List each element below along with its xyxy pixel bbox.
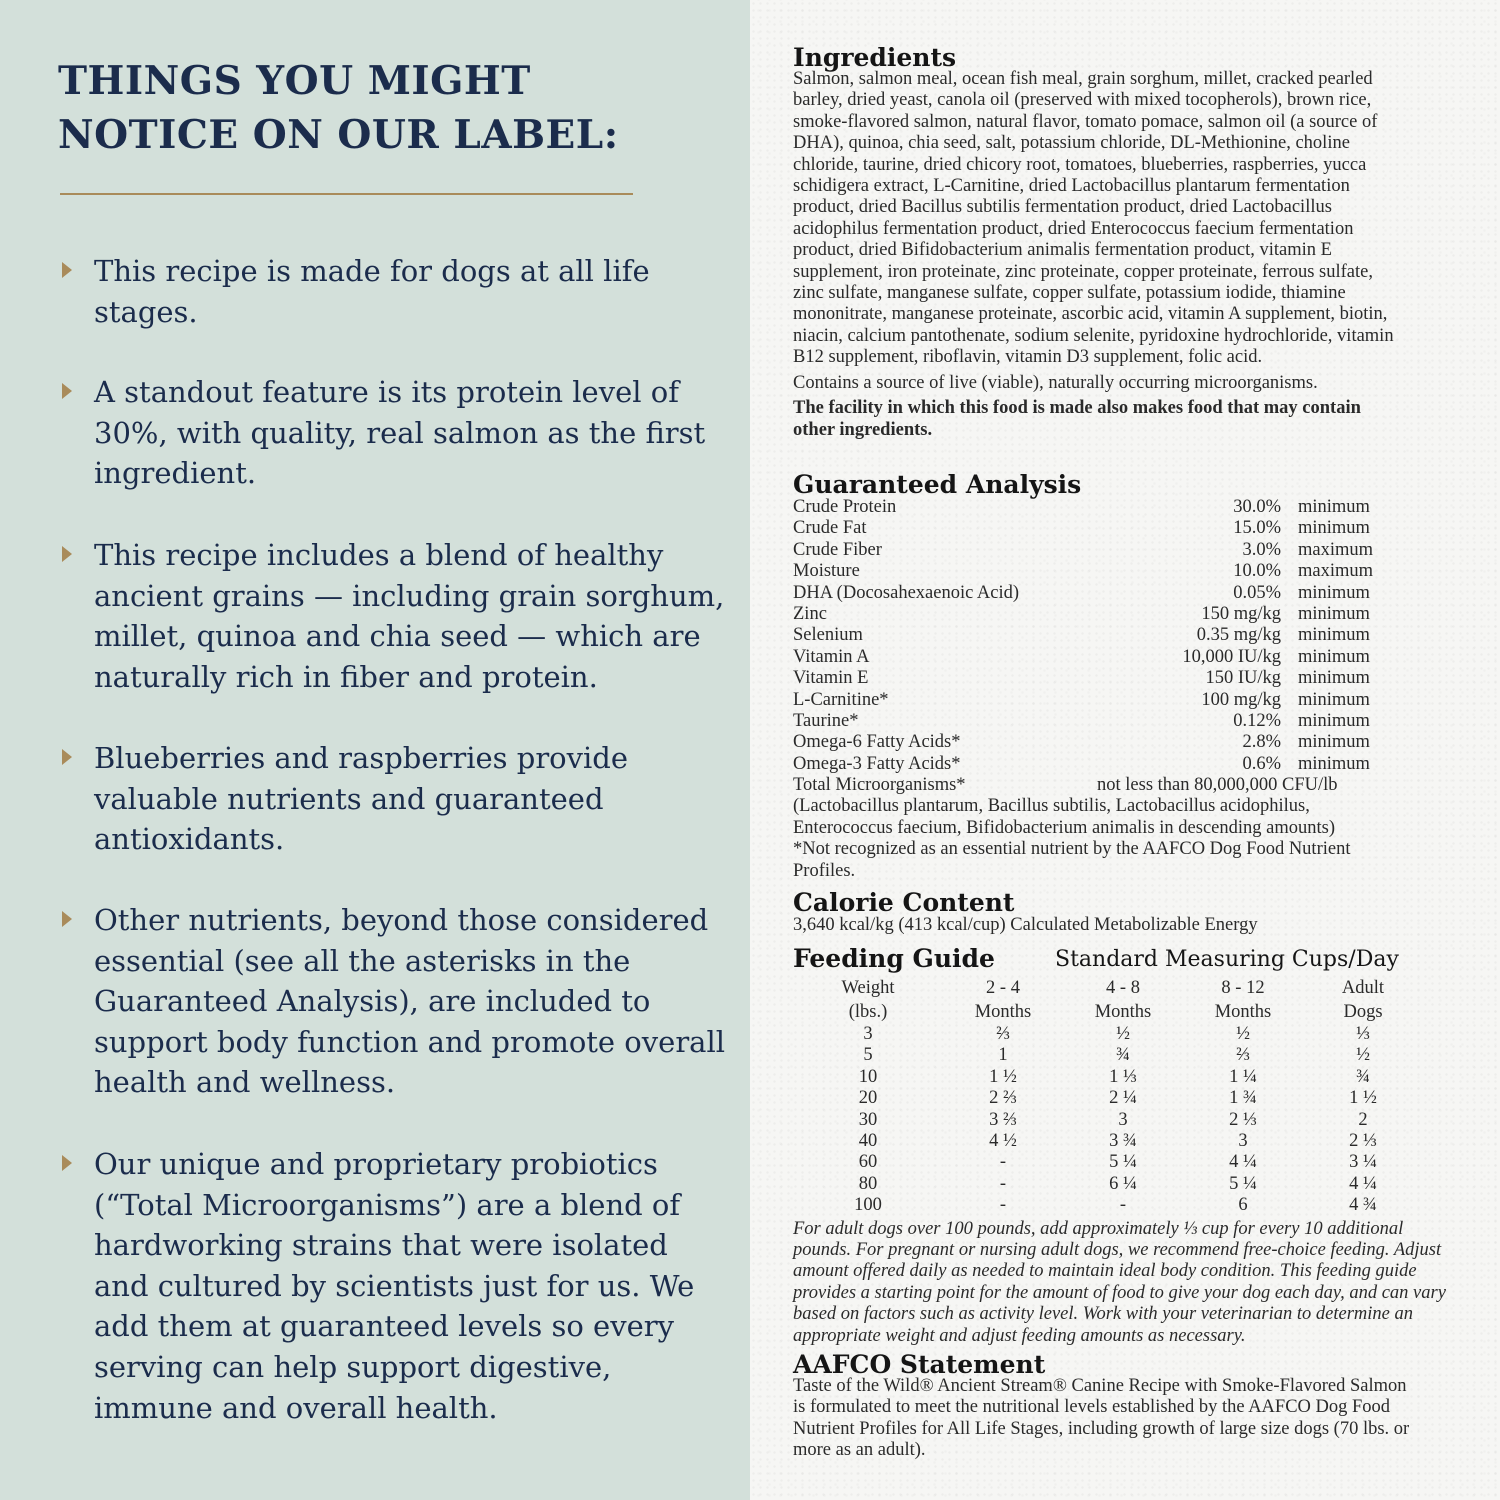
- ga-name: L-Carnitine*: [793, 689, 889, 710]
- table-cell: ½: [1356, 1045, 1370, 1066]
- ga-row: [793, 690, 1393, 711]
- table-cell: 5: [863, 1045, 873, 1066]
- ga-row: [793, 711, 1393, 732]
- ga-value: not less than 80,000,000 CFU/lb: [1097, 775, 1338, 796]
- table-cell: 2 ⅓: [1349, 1131, 1377, 1152]
- table-row: [793, 1131, 1423, 1152]
- total-microorganisms-row: [793, 775, 1393, 796]
- table-row: [793, 1174, 1423, 1195]
- calorie-title: Calorie Content: [793, 888, 1015, 917]
- table-cell: 3: [1118, 1109, 1128, 1130]
- table-cell: 3: [863, 1024, 873, 1044]
- ga-name: Vitamin A: [793, 646, 870, 667]
- ga-name: DHA (Docosahexaenoic Acid): [793, 582, 1020, 603]
- column-header: Months: [1094, 1002, 1152, 1022]
- column-header: Weight: [841, 978, 895, 998]
- feeding-guide-note: For adult dogs over 100 pounds, add approximately ⅓ cup for every 10 additional pounds. For pregnant or nursing adult dogs, we recommend free-choice feeding. Adjust amount offered daily as needed to maintain ideal body condition. This feeding guide provides a starting point for the amount of food to give your dog each day, and can vary based on factors such as activity level. Work with your veterinarian to determine an appropriate weight and adjust feeding amounts as necessary.: [793, 1218, 1446, 1346]
- heading-line-1: THINGS YOU MIGHT: [58, 58, 531, 104]
- ga-row: [793, 540, 1393, 561]
- ga-value: 10.0%: [1233, 561, 1281, 582]
- table-cell: 2 ¼: [1109, 1088, 1137, 1109]
- ga-qualifier: minimum: [1298, 518, 1370, 539]
- table-row: [793, 1088, 1423, 1109]
- column-header: 8 - 12: [1221, 978, 1265, 998]
- ga-qualifier: minimum: [1298, 710, 1370, 731]
- ga-qualifier: minimum: [1298, 582, 1370, 603]
- table-cell: 20: [858, 1088, 878, 1109]
- table-cell: 1 ¾: [1229, 1088, 1257, 1109]
- table-cell: 30: [858, 1109, 878, 1130]
- ga-qualifier: minimum: [1298, 646, 1370, 667]
- feeding-guide-table: [793, 976, 1423, 1217]
- table-cell: 2 ⅓: [1229, 1109, 1257, 1130]
- table-cell: 4 ¼: [1229, 1152, 1257, 1173]
- table-cell: 5 ¼: [1109, 1152, 1137, 1173]
- table-cell: 80: [858, 1173, 878, 1194]
- bullet-text: This recipe includes a blend of healthy ancient grains — including grain sorghum, millet, quinoa and chia seed — which are naturally rich in fiber and protein.: [94, 538, 725, 694]
- ga-value: 2.8%: [1242, 732, 1281, 753]
- ga-name: Selenium: [793, 625, 863, 646]
- arrow-bullet-icon: [62, 749, 72, 765]
- table-cell: 5 ¼: [1229, 1173, 1257, 1194]
- column-header: 2 - 4: [986, 978, 1020, 998]
- bullet-text: Our unique and proprietary probiotics (“Total Microorganisms”) are a blend of hardworking strains that were isolated and cultured by scientists just for us. We add them at guaranteed levels so every serving can help support digestive, immune and overall health.: [94, 1147, 695, 1425]
- feeding-guide-section: [793, 944, 1463, 1347]
- ga-qualifier: minimum: [1298, 668, 1370, 689]
- column-header: Months: [1214, 1002, 1272, 1022]
- ga-row: [793, 647, 1393, 668]
- table-row: [793, 1152, 1423, 1173]
- column-header: Adult: [1341, 978, 1385, 998]
- arrow-bullet-icon: [62, 546, 72, 562]
- table-cell: ⅓: [1356, 1024, 1370, 1044]
- feeding-guide-subtitle: Standard Measuring Cups/Day: [1055, 947, 1399, 972]
- ga-value: 0.35 mg/kg: [1196, 625, 1281, 646]
- table-cell: 2 ⅔: [989, 1088, 1017, 1109]
- ga-value: 3.0%: [1242, 539, 1281, 560]
- ga-value: 10,000 IU/kg: [1182, 646, 1281, 667]
- guaranteed-analysis-section: [793, 470, 1403, 882]
- ga-name: Omega-3 Fatty Acids*: [793, 753, 961, 774]
- ga-name: Taurine*: [793, 710, 859, 731]
- table-cell: -: [1119, 1195, 1127, 1216]
- table-cell: 4 ¼: [1349, 1173, 1377, 1194]
- ga-qualifier: minimum: [1298, 753, 1370, 774]
- aafco-title: AAFCO Statement: [793, 1350, 1046, 1379]
- ga-qualifier: minimum: [1298, 603, 1370, 624]
- ga-name: Crude Protein: [793, 497, 897, 517]
- table-cell: -: [999, 1152, 1007, 1173]
- column-header: (lbs.): [848, 1002, 888, 1022]
- facility-note: The facility in which this food is made also makes food that may contain other ingredients.: [793, 398, 1361, 440]
- guaranteed-analysis-title: Guaranteed Analysis: [793, 470, 1082, 499]
- table-cell: 3 ⅔: [989, 1109, 1017, 1130]
- column-header: Months: [974, 1002, 1032, 1022]
- guaranteed-analysis-table: [793, 497, 1403, 775]
- table-cell: 40: [858, 1131, 878, 1152]
- ga-value: 100 mg/kg: [1201, 689, 1281, 710]
- ga-value: 150 mg/kg: [1201, 603, 1281, 624]
- table-cell: ½: [1236, 1024, 1250, 1044]
- ga-value: 0.6%: [1242, 753, 1281, 774]
- table-row: [793, 1195, 1423, 1216]
- table-header-row: [793, 976, 1423, 1000]
- table-cell: 1 ½: [1349, 1088, 1377, 1109]
- arrow-bullet-icon: [62, 383, 72, 399]
- ga-row: [793, 668, 1393, 689]
- ga-row: [793, 754, 1393, 775]
- ga-name: Total Microorganisms*: [793, 775, 966, 796]
- bullet-text: A standout feature is its protein level of 30%, with quality, real salmon as the first ingredient.: [94, 375, 706, 491]
- ingredients-text: Salmon, salmon meal, ocean fish meal, grain sorghum, millet, cracked pearled barley, dried yeast, canola oil (preserved with mixed tocopherols), brown rice, smoke-flavored salmon, natural flavor, tomato pomace, salmon oil (a source of DHA), quinoa, chia seed, salt, potassium chloride, DL-Methionine, choline chloride, taurine, dried chicory root, tomatoes, blueberries, raspberries, yucca schidigera extract, L-Carnitine, dried Lactobacillus plantarum fermentation product, dried Bacillus subtilis fermentation product, dried Lactobacillus acidophilus fermentation product, dried Enterococcus faecium fermentation product, dried Bifidobacterium animalis fermentation product, vitamin E supplement, iron proteinate, zinc proteinate, copper proteinate, ferrous sulfate, zinc sulfate, manganese sulfate, copper sulfate, potassium iodide, thiamine mononitrate, manganese proteinate, ascorbic acid, vitamin A supplement, biotin, niacin, calcium pantothenate, sodium selenite, pyridoxine hydrochloride, vitamin B12 supplement, riboflavin, vitamin D3 supplement, folic acid.: [793, 69, 1394, 368]
- strains-text: (Lactobacillus plantarum, Bacillus subtilis, Lactobacillus acidophilus, Enterococcus faecium, Bifidobacterium animalis in descending amounts): [793, 796, 1335, 838]
- table-cell: 1: [998, 1045, 1008, 1066]
- table-cell: 4 ¾: [1349, 1195, 1377, 1216]
- microorganisms-note: Contains a source of live (viable), naturally occurring microorganisms.: [793, 372, 1318, 393]
- ga-name: Vitamin E: [793, 668, 869, 689]
- ga-qualifier: minimum: [1298, 689, 1370, 710]
- calorie-section: [793, 888, 1403, 936]
- table-cell: 3: [1238, 1131, 1248, 1152]
- ga-value: 15.0%: [1233, 518, 1281, 539]
- column-header: Dogs: [1343, 1002, 1383, 1022]
- ga-footnote: *Not recognized as an essential nutrient by the AAFCO Dog Food Nutrient Profiles.: [793, 839, 1351, 881]
- ga-row: [793, 604, 1393, 625]
- table-cell: ¾: [1116, 1045, 1130, 1066]
- ga-row: [793, 518, 1393, 539]
- ga-name: Crude Fiber: [793, 539, 882, 560]
- ga-row: [793, 625, 1393, 646]
- ga-qualifier: minimum: [1298, 732, 1370, 753]
- table-cell: 4 ½: [989, 1131, 1017, 1152]
- ga-value: 30.0%: [1233, 497, 1281, 517]
- ga-value: 0.05%: [1233, 582, 1281, 603]
- table-cell: 3 ¼: [1349, 1152, 1377, 1173]
- bullet-text: Other nutrients, beyond those considered essential (see all the asterisks in the Guaranteed Analysis), are included to support body function and promote overall health and wellness.: [94, 903, 726, 1100]
- ga-row: [793, 497, 1393, 518]
- aafco-section: [793, 1350, 1413, 1462]
- calorie-text: 3,640 kcal/kg (413 kcal/cup) Calculated Metabolizable Energy: [793, 915, 1258, 935]
- ga-name: Moisture: [793, 561, 860, 582]
- page-heading: [58, 54, 698, 162]
- ga-row: [793, 732, 1393, 753]
- ga-value: 150 IU/kg: [1205, 668, 1281, 689]
- ingredients-title: Ingredients: [793, 43, 957, 72]
- table-cell: 1 ½: [989, 1066, 1017, 1087]
- ga-name: Omega-6 Fatty Acids*: [793, 732, 961, 753]
- feeding-guide-header: [793, 944, 1413, 976]
- bullet-text: This recipe is made for dogs at all life stages.: [94, 254, 650, 329]
- table-cell: 60: [858, 1152, 878, 1173]
- table-row: [793, 1024, 1423, 1045]
- table-cell: 10: [858, 1066, 878, 1087]
- ga-qualifier: minimum: [1298, 497, 1370, 517]
- table-cell: 3 ¾: [1109, 1131, 1137, 1152]
- arrow-bullet-icon: [62, 1155, 72, 1171]
- table-cell: -: [999, 1173, 1007, 1194]
- column-header: 4 - 8: [1106, 978, 1140, 998]
- ga-name: Crude Fat: [793, 518, 867, 539]
- ga-name: Zinc: [793, 603, 827, 624]
- heading-divider: [60, 193, 633, 195]
- table-header-row: [793, 1000, 1423, 1024]
- arrow-bullet-icon: [62, 262, 72, 278]
- table-row: [793, 1045, 1423, 1066]
- table-cell: 100: [854, 1195, 882, 1216]
- table-cell: 6 ¼: [1109, 1173, 1137, 1194]
- ga-qualifier: maximum: [1298, 561, 1374, 582]
- ingredients-section: [793, 43, 1403, 441]
- aafco-text: Taste of the Wild® Ancient Stream® Canine Recipe with Smoke-Flavored Salmon is formulated to meet the nutritional levels established by the AAFCO Dog Food Nutrient Profiles for All Life Stages, including growth of large size dogs (70 lbs. or more as an adult).: [793, 1376, 1410, 1461]
- feeding-guide-title: Feeding Guide: [793, 944, 995, 973]
- table-cell: ½: [1116, 1024, 1130, 1044]
- arrow-bullet-icon: [62, 911, 72, 927]
- table-cell: -: [999, 1195, 1007, 1216]
- table-cell: 1 ⅓: [1109, 1066, 1137, 1087]
- table-cell: ¾: [1356, 1066, 1370, 1087]
- table-cell: ⅔: [996, 1024, 1010, 1044]
- table-row: [793, 1110, 1423, 1131]
- bullet-text: Blueberries and raspberries provide valuable nutrients and guaranteed antioxidants.: [94, 741, 629, 857]
- table-cell: 1 ¼: [1229, 1066, 1257, 1087]
- table-cell: 2: [1358, 1109, 1368, 1130]
- table-cell: ⅔: [1236, 1045, 1250, 1066]
- ga-value: 0.12%: [1233, 710, 1281, 731]
- ga-row: [793, 583, 1393, 604]
- heading-line-2: NOTICE ON OUR LABEL:: [58, 112, 619, 158]
- ga-qualifier: maximum: [1298, 539, 1374, 560]
- table-cell: 6: [1238, 1195, 1248, 1216]
- table-row: [793, 1067, 1423, 1088]
- ga-row: [793, 561, 1393, 582]
- ga-qualifier: minimum: [1298, 625, 1370, 646]
